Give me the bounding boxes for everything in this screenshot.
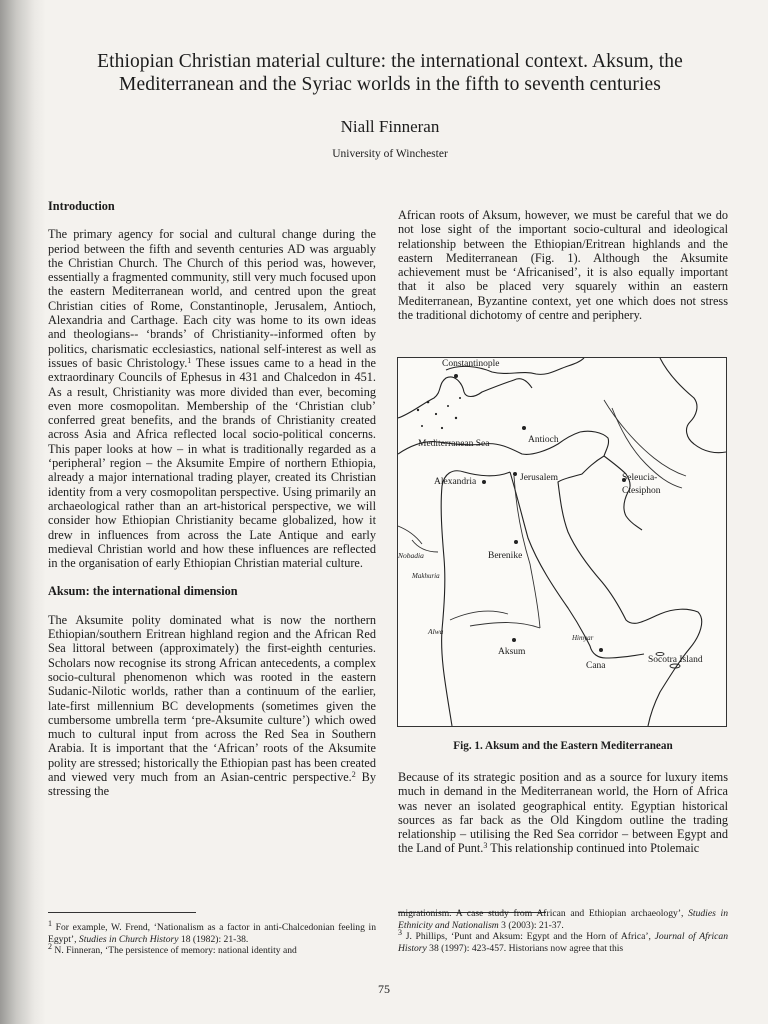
map-label-alexandria: Alexandria	[434, 477, 477, 487]
footnotes-right	[398, 908, 728, 954]
footnote-1-journal: Studies in Church History	[78, 933, 179, 945]
map-city-markers	[454, 374, 626, 652]
footnote-rule-left	[48, 912, 196, 913]
map-label-socotra: Socotra Island	[648, 655, 703, 665]
footnote-3-text: J. Phillips, ‘Punt and Aksum: Egypt and the Horn of Africa’,	[402, 931, 655, 943]
footnotes-left	[48, 919, 376, 957]
map-dot-jerusalem	[513, 472, 517, 476]
title-line-2: Mediterranean and the Syriac worlds in the fifth to seventh centuries	[119, 74, 661, 95]
page-title	[40, 50, 740, 96]
footnote-ref-3[interactable]: 3	[483, 841, 488, 851]
left-column	[48, 199, 376, 799]
aksum-text-2: By stressing the	[48, 769, 376, 799]
footnote-2-cont-tail: 3 (2003): 21-37.	[498, 919, 564, 931]
map-dot-berenike	[514, 540, 518, 544]
footnote-3-tail: 38 (1997): 423-457. Historians now agree that this	[426, 942, 624, 954]
intro-text-1: The primary agency for social and cultural change during the period between the fifth and seventh centuries AD was arguably the Christian Church. The Church of this period was, however, essentially a fragmented community, still very much focused upon the eastern Mediterranean world, and centred upon the great Christian cities of Rome, Constantinople, Jerusalem, Antioch, Alexandria and Carthage. Each city was home to its own ideas and theologians-- ‘brands’ of Christianity--informed often by politics, charismatic ecclesiastics, national self-interest as well as issues of basic Christology.	[48, 227, 376, 370]
map-label-seleucia-1: Seleucia-	[622, 473, 658, 483]
map-label-seleucia-2: Ctesiphon	[622, 486, 661, 496]
map-label-jerusalem: Jerusalem	[520, 473, 558, 483]
footnote-1	[48, 919, 376, 945]
footnote-1-text: For example, W. Frend, ‘Nationalism as a factor in anti-Chalcedonian feeling in Egypt’,	[48, 922, 376, 945]
right-text-2: This relationship continued into Ptolemaic	[487, 841, 700, 856]
author-affiliation: University of Winchester	[332, 148, 448, 160]
footnote-ref-2[interactable]: 2	[351, 769, 356, 779]
map-coastlines	[398, 358, 726, 726]
author-name: Niall Finneran	[340, 117, 440, 136]
map-dot-constantinople	[454, 374, 458, 378]
map-label-himyar: Himyar	[572, 634, 594, 642]
intro-paragraph	[48, 227, 376, 570]
map-label-mediterranean-sea: Mediterranean Sea	[418, 439, 490, 449]
footnote-ref-1[interactable]: 1	[187, 355, 192, 365]
intro-text-2: These issues came to a head in the extraordinary Councils of Ephesus in 431 and Chalcedon in 451. As a result, Christianity was more divided than ever, becoming even more cosmopolitan. Membership of the ‘Christian club’ conferred great benefits, and the brands of Christianity created across Asia and Africa reflected local socio-political concerns. This paper looks at how – in what is traditionally regarded as a ‘peripheral’ region – the Aksumite Empire of northern Ethiopia, already a major international trading player, created its Christian identity from a very cosmopolitan perspective. Using primarily an archaeological rather than an art-historical perspective, we will consider how Ethiopian Christianity became globalized, how it drew in influences from across the Late Antique and early medieval Christian world and how these influences are reflected in the organisation of early Ethiopian Christian material culture.	[48, 355, 376, 571]
map-figure	[397, 357, 727, 727]
right-paragraph-2	[398, 770, 728, 856]
footnote-3-journal: Journal of African History	[398, 931, 728, 954]
footnote-1-tail: 18 (1982): 21-38.	[178, 933, 249, 945]
aksum-paragraph	[48, 613, 376, 799]
aksum-text-1: The Aksumite polity dominated what is now the northern Ethiopian/southern Eritrean highland region and the African Red Sea littoral between (approximately) the first-eighth centuries. Scholars now recognise its strong African antecedents, a complex socio-cultural phenomenon which was rooted in the eastern Sudanic-Nilotic worlds, rather than a continuum of the earlier, late-first millennium BC developments (sometimes given the cumbersome umbrella term ‘pre-Aksumite culture’) which owed much to cultural input from across the Red Sea in Southern Arabia. It is important that the ‘African’ roots of the Aksumite polity are stressed; historically the Ethiopian past has been created and viewed very much from an Asian-centric perspective.	[48, 612, 376, 784]
figure-caption: Fig. 1. Aksum and the Eastern Mediterranean	[453, 740, 673, 752]
map-dot-alexandria	[482, 480, 486, 484]
title-line-1: Ethiopian Christian material culture: the international context. Aksum, the	[97, 51, 683, 72]
footnote-2-mark: 2	[48, 942, 52, 952]
map-label-nobadia: Nobadia	[398, 551, 424, 560]
footnote-3-mark: 3	[398, 928, 402, 938]
map-dot-aksum	[512, 638, 516, 642]
right-text-1: Because of its strategic position and as a source for luxury items much in demand in the Mediterranean world, the Horn of Africa was never an isolated geographical entity. Egyptian historical sources as far back as the Old Kingdom outline the trading relationship – utilising the Red Sea corridor – between Egypt and the Land of Punt.	[398, 770, 728, 856]
map-label-makhuria: Makhuria	[412, 572, 440, 580]
section-heading-aksum: Aksum: the international dimension	[48, 584, 238, 599]
right-column-top	[398, 208, 728, 322]
map-label-constantinople: Constantinople	[442, 359, 500, 369]
footnote-2-text: N. Finneran, ‘The persistence of memory: national identity and	[52, 945, 297, 957]
right-paragraph-1: African roots of Aksum, however, we must be careful that we do not lose sight of the important socio-cultural and ideological relationship between the Ethiopian/Eritrean highlands and the eastern Mediterranean (Fig. 1). Although the Aksumite achievement must be ‘Africanised’, it is also equally important that it also be placed very squarely within an eastern Mediterranean, Byzantine context, yet one which does not stress the traditional dichotomy of centre and periphery.	[398, 208, 728, 323]
map-label-aksum: Aksum	[498, 647, 526, 657]
right-column-bottom	[398, 770, 728, 856]
footnote-2-cont-journal: Studies in Ethnicity and Nationalism	[398, 908, 729, 931]
page-number: 75	[378, 982, 390, 996]
footnote-2-cont-text: migrationism. A case study from African and Ethiopian archaeology’,	[398, 908, 689, 919]
map-dot-antioch	[522, 426, 526, 430]
map-label-alwa: Alwa	[428, 627, 444, 636]
footnote-3	[398, 928, 728, 954]
footnote-2-continued	[398, 908, 728, 931]
map-labels	[398, 359, 703, 671]
footnote-1-mark: 1	[48, 919, 52, 928]
map-svg	[398, 358, 726, 726]
map-label-cana: Cana	[586, 661, 606, 671]
section-heading-introduction: Introduction	[48, 199, 115, 213]
footnote-2	[48, 942, 376, 957]
map-label-antioch: Antioch	[528, 435, 559, 445]
map-dot-cana	[599, 648, 603, 652]
map-label-berenike: Berenike	[488, 551, 523, 561]
